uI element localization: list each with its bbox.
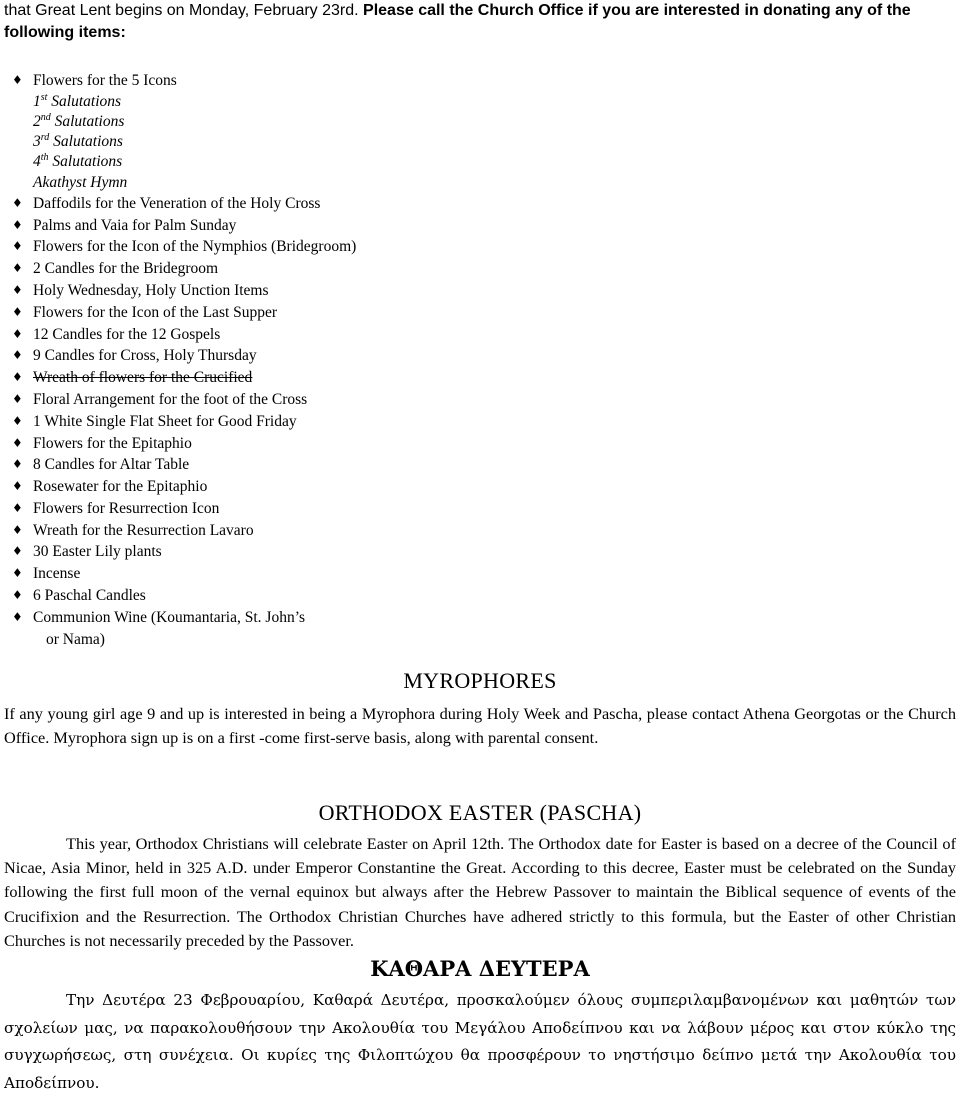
donation-item-text: Flowers for the Icon of the Nymphios (Bridegroom) bbox=[33, 238, 357, 256]
donation-item-text: 1 White Single Flat Sheet for Good Friday bbox=[33, 412, 297, 430]
donation-item bbox=[12, 215, 612, 237]
diamond-bullet-icon: ♦ bbox=[12, 413, 23, 428]
donation-subitem bbox=[12, 152, 612, 172]
donation-item-text: 30 Easter Lily plants bbox=[33, 543, 162, 561]
diamond-bullet-icon: ♦ bbox=[12, 304, 23, 319]
diamond-bullet-icon: ♦ bbox=[12, 566, 23, 581]
donation-item-text: Incense bbox=[33, 565, 81, 583]
donation-item bbox=[12, 389, 612, 411]
donation-item bbox=[12, 607, 612, 651]
donation-item bbox=[12, 302, 612, 324]
donation-item-text: Floral Arrangement for the foot of the Cross bbox=[33, 390, 308, 408]
donation-item-text: Holy Wednesday, Holy Unction Items bbox=[33, 281, 269, 299]
diamond-bullet-icon: ♦ bbox=[12, 348, 23, 363]
donation-item-text: Wreath of flowers for the Crucified bbox=[33, 369, 253, 387]
diamond-bullet-icon: ♦ bbox=[12, 370, 23, 385]
donation-item-text: Palms and Vaia for Palm Sunday bbox=[33, 216, 237, 234]
donation-item-text: Daffodils for the Veneration of the Holy Cross bbox=[33, 194, 321, 212]
donation-subitem bbox=[12, 132, 612, 152]
donation-item bbox=[12, 345, 612, 367]
donation-item-text: Rosewater for the Epitaphio bbox=[33, 478, 208, 496]
donation-item bbox=[12, 324, 612, 346]
donation-item bbox=[12, 70, 612, 92]
clean-monday-heading: ΚΑΘΑΡΑ ΔΕΥΤΕΡΑ bbox=[370, 956, 590, 981]
donation-item-text: Flowers for Resurrection Icon bbox=[33, 499, 220, 517]
diamond-bullet-icon: ♦ bbox=[12, 522, 23, 537]
donation-item-text: Wreath for the Resurrection Lavaro bbox=[33, 521, 254, 539]
donation-item-text: 9 Candles for Cross, Holy Thursday bbox=[33, 347, 257, 365]
diamond-bullet-icon: ♦ bbox=[12, 73, 23, 87]
diamond-bullet-icon: ♦ bbox=[12, 239, 23, 254]
donation-item bbox=[12, 585, 612, 607]
donation-subitem bbox=[12, 92, 612, 112]
donation-item bbox=[12, 476, 612, 498]
donation-item bbox=[12, 280, 612, 302]
donation-item bbox=[12, 367, 612, 389]
myrophores-paragraph: If any young girl age 9 and up is interested in being a Myrophora during Holy Week and Pascha, please contact Athena Georgotas or the Church Office. Myrophora sign up is on a first -come first-serve basis, along with parental consent. bbox=[4, 704, 956, 748]
easter-paragraph: This year, Orthodox Christians will celebrate Easter on April 12th. The Orthodox date for Easter is based on a decree of the Council of Nicae, Asia Minor, held in 325 A.D. under Emperor Constantine the Great. According to this decree, Easter must be celebrated on the Sunday following the first full moon of the vernal equinox but always after the Hebrew Passover to maintain the Biblical sequence of events of the Crucifixion and the Resurrection. The Orthodox Christian Churches have adhered strictly to this formula, but the Easter of other Christian Churches is not necessarily preceded by the Passover. bbox=[4, 834, 956, 950]
donation-item bbox=[12, 520, 612, 542]
donation-item-text: 12 Candles for the 12 Gospels bbox=[33, 325, 221, 343]
diamond-bullet-icon: ♦ bbox=[12, 588, 23, 603]
donation-item-text: Communion Wine (Koumantaria, St. John’s bbox=[33, 608, 306, 626]
donation-item bbox=[12, 236, 612, 258]
diamond-bullet-icon: ♦ bbox=[12, 261, 23, 276]
donation-subitem-text: 3rd Salutations bbox=[33, 132, 123, 151]
donation-item bbox=[12, 541, 612, 563]
donation-item-text: Flowers for the 5 Icons bbox=[33, 72, 177, 89]
intro-plain-text: that Great Lent begins on Monday, February 23rd. bbox=[4, 2, 364, 19]
donation-item bbox=[12, 258, 612, 280]
donation-item-continuation: or Nama) bbox=[46, 630, 105, 648]
donation-item-text: 8 Candles for Altar Table bbox=[33, 456, 190, 474]
donation-subitem-text: 4th Salutations bbox=[33, 152, 123, 171]
donation-subitem-text: 2nd Salutations bbox=[33, 111, 125, 130]
donation-item-text: 6 Paschal Candles bbox=[33, 587, 146, 605]
intro-paragraph bbox=[4, 0, 956, 44]
diamond-bullet-icon: ♦ bbox=[12, 435, 23, 450]
diamond-bullet-icon: ♦ bbox=[12, 217, 23, 232]
donation-subitem bbox=[12, 112, 612, 132]
donation-item bbox=[12, 563, 612, 585]
diamond-bullet-icon: ♦ bbox=[12, 391, 23, 406]
diamond-bullet-icon: ♦ bbox=[12, 609, 23, 624]
diamond-bullet-icon: ♦ bbox=[12, 195, 23, 210]
diamond-bullet-icon: ♦ bbox=[12, 479, 23, 494]
diamond-bullet-icon: ♦ bbox=[12, 500, 23, 515]
diamond-bullet-icon: ♦ bbox=[12, 544, 23, 559]
intro-bold-text: Please call the Church Office if you are interested in donating any of the following items: bbox=[4, 2, 911, 41]
diamond-bullet-icon: ♦ bbox=[12, 326, 23, 341]
donation-subitem-text: 1st Salutations bbox=[33, 91, 122, 110]
myrophores-heading: MYROPHORES bbox=[403, 668, 557, 693]
easter-heading: ORTHODOX EASTER (PASCHA) bbox=[318, 800, 642, 825]
donation-item bbox=[12, 454, 612, 476]
donation-item-text: 2 Candles for the Bridegroom bbox=[33, 260, 219, 278]
donation-item-text: Flowers for the Epitaphio bbox=[33, 434, 192, 452]
donation-item-text: Flowers for the Icon of the Last Supper bbox=[33, 303, 278, 321]
donation-subitem bbox=[12, 173, 612, 193]
donation-item bbox=[12, 433, 612, 455]
diamond-bullet-icon: ♦ bbox=[12, 282, 23, 297]
donation-item bbox=[12, 498, 612, 520]
clean-monday-paragraph: Την Δευτέρα 23 Φεβρουαρίου, Καθαρά Δευτέρα, προσκαλούμεν όλους συμπεριλαμβανομένων και μαθητών των σχολείων μας, να παρακολουθήσουν την Ακολουθία του Μεγάλου Αποδείπνου και να λάβουν μέρος και στον κύκλο της συγχωρήσεως, στη συνέχεια. Οι κυρίες της Φιλοπτώχου θα προσφέρουν το νηστήσιμο δείπνο μετά την Ακολουθία του Αποδείπνου. bbox=[4, 991, 956, 1092]
donation-subitem-text: Akathyst Hymn bbox=[33, 173, 128, 191]
donation-item bbox=[12, 411, 612, 433]
donation-item bbox=[12, 193, 612, 215]
diamond-bullet-icon: ♦ bbox=[12, 457, 23, 472]
donation-items-list bbox=[12, 70, 612, 650]
